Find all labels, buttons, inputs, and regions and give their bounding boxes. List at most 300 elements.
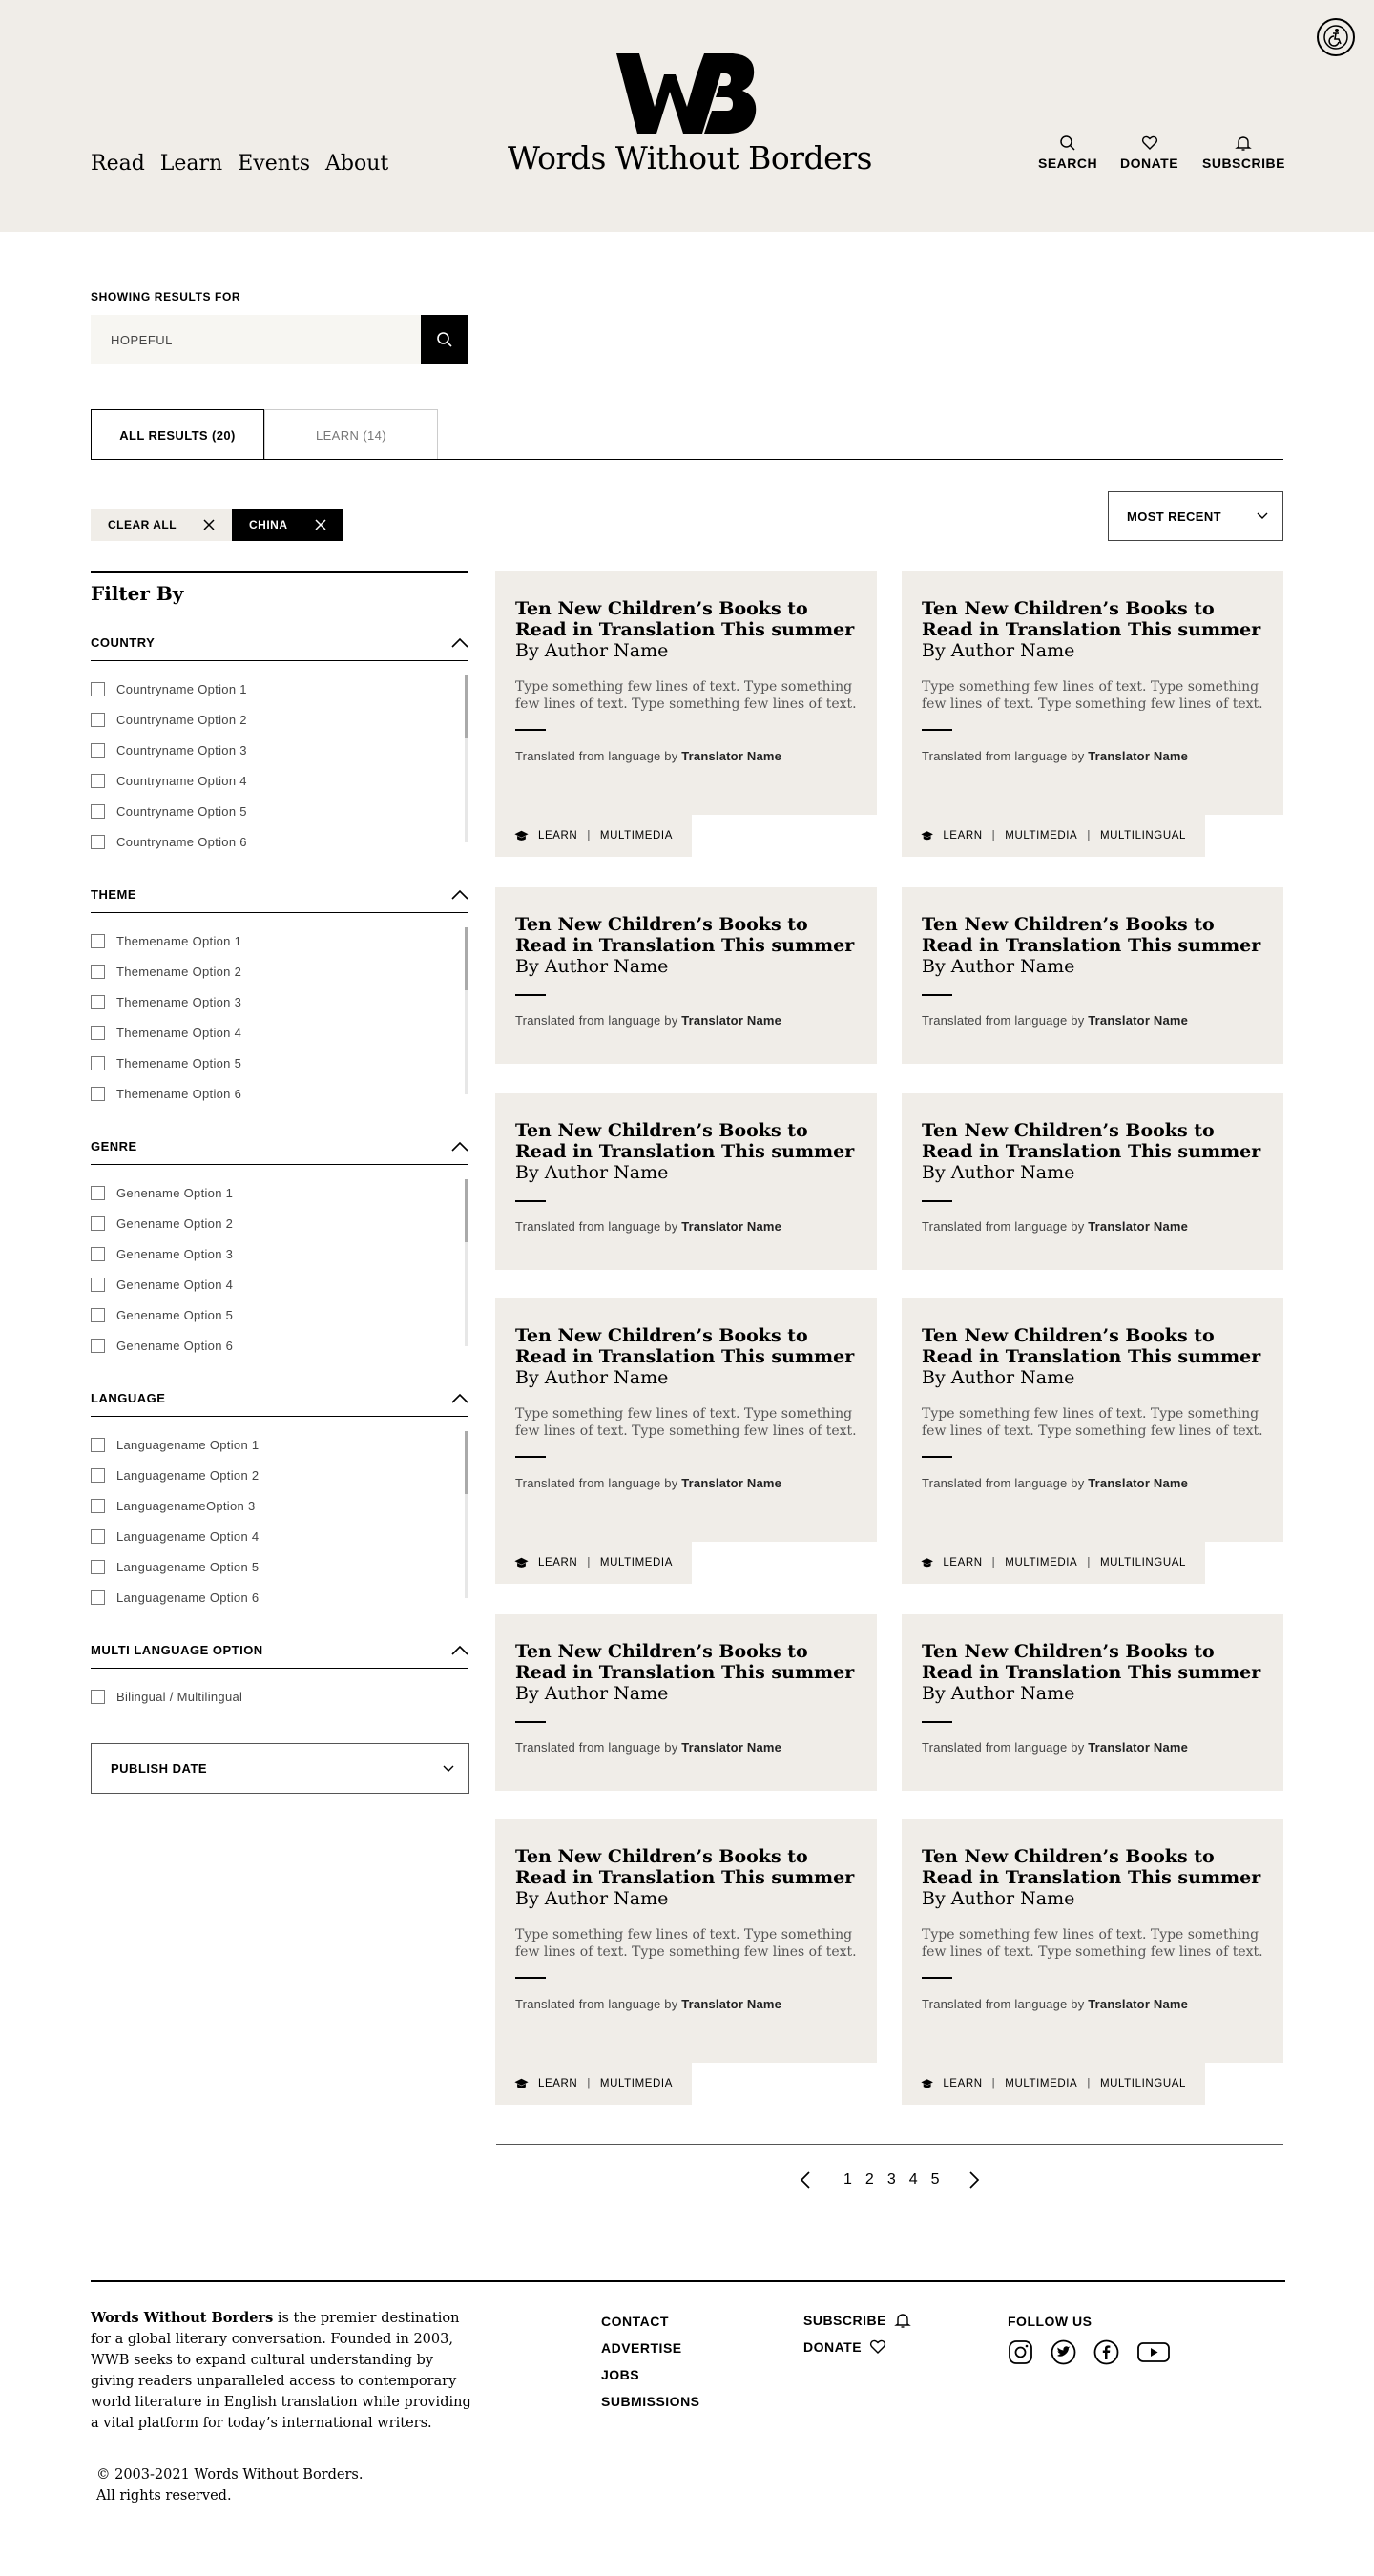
- filter-option[interactable]: [91, 1078, 468, 1109]
- filter-group-header[interactable]: [91, 1637, 468, 1662]
- card-description: Type something few lines of text. Type something few lines of text. Type something few lines of text.: [922, 679, 1263, 712]
- card-translation: [515, 1740, 857, 1755]
- instagram-icon[interactable]: [1008, 2339, 1033, 2365]
- card-translation: [922, 1997, 1263, 2011]
- tabs-divider: [91, 459, 1283, 460]
- filter-option[interactable]: [91, 704, 468, 735]
- tag-separator: |: [587, 2078, 591, 2089]
- card-author: By Author Name: [922, 956, 1075, 977]
- search-results-label: SHOWING RESULTS FOR: [91, 290, 241, 303]
- card-translation: [922, 1219, 1263, 1234]
- card-translation: [922, 749, 1263, 763]
- page-3[interactable]: 3: [886, 2171, 896, 2188]
- tag-multimedia[interactable]: MULTIMEDIA: [599, 1557, 673, 1568]
- tag-separator: |: [1087, 1557, 1091, 1568]
- card-title[interactable]: Ten New Children’s Books to Read in Translation This summer: [922, 1641, 1261, 1683]
- checkbox[interactable]: [91, 1026, 105, 1040]
- bell-icon: [894, 2312, 911, 2329]
- card-description: Type something few lines of text. Type something few lines of text. Type something few lines of text.: [515, 679, 857, 712]
- filter-options-list: [91, 925, 468, 1109]
- card-author: By Author Name: [922, 640, 1075, 661]
- filter-option-label: Countryname Option 4: [116, 773, 247, 788]
- filter-option[interactable]: [91, 765, 468, 796]
- filter-options-list: [91, 1177, 468, 1361]
- checkbox[interactable]: [91, 774, 105, 788]
- pagination-divider: [496, 2144, 1283, 2145]
- brand-name[interactable]: Words Without Borders: [508, 139, 872, 177]
- graduation-cap-icon: [921, 1556, 933, 1569]
- tag-learn[interactable]: LEARN: [943, 2078, 983, 2089]
- card-title[interactable]: Ten New Children’s Books to Read in Translation This summer: [922, 598, 1261, 640]
- results-tabs: [91, 409, 438, 460]
- checkbox[interactable]: [91, 1216, 105, 1231]
- filter-option-label: Countryname Option 1: [116, 681, 247, 696]
- translator-name[interactable]: Translator Name: [681, 1476, 782, 1490]
- tag-separator: |: [991, 2078, 996, 2089]
- filter-option[interactable]: [91, 796, 468, 826]
- translated-prefix: Translated from language by: [922, 1997, 1085, 2011]
- filter-option[interactable]: [91, 826, 468, 857]
- filter-option-label: Languagename Option 5: [116, 1559, 260, 1574]
- card-divider: [922, 994, 952, 996]
- card-tags: [495, 2063, 692, 2105]
- nav-events[interactable]: Events: [238, 152, 311, 176]
- result-card[interactable]: [495, 1298, 877, 1542]
- card-translation: [922, 1476, 1263, 1490]
- filter-option-label: Themename Option 2: [116, 964, 242, 979]
- footer-link-submissions[interactable]: SUBMISSIONS: [601, 2394, 700, 2409]
- card-title[interactable]: Ten New Children’s Books to Read in Translation This summer: [922, 1846, 1261, 1888]
- card-translation: [922, 1740, 1263, 1755]
- graduation-cap-icon: [921, 2077, 933, 2090]
- checkbox[interactable]: [91, 1529, 105, 1544]
- nav-about[interactable]: About: [325, 152, 389, 176]
- card-author: By Author Name: [922, 1367, 1075, 1388]
- filter-group-header[interactable]: [91, 882, 468, 906]
- checkbox[interactable]: [91, 1186, 105, 1200]
- card-title[interactable]: Ten New Children’s Books to Read in Translation This summer: [515, 1120, 855, 1162]
- twitter-icon[interactable]: [1051, 2339, 1076, 2365]
- filter-group-label: MULTI LANGUAGE OPTION: [91, 1642, 263, 1657]
- filter-option-label: Bilingual / Multilingual: [116, 1689, 243, 1704]
- translated-prefix: Translated from language by: [922, 1219, 1085, 1234]
- tag-learn[interactable]: LEARN: [943, 830, 983, 841]
- copyright-line-2: All rights reserved.: [96, 2488, 232, 2503]
- checkbox[interactable]: [91, 1690, 105, 1704]
- translated-prefix: Translated from language by: [515, 749, 678, 763]
- tag-multilingual[interactable]: MULTILINGUAL: [1099, 1557, 1186, 1568]
- checkbox[interactable]: [91, 1590, 105, 1605]
- card-divider: [515, 1721, 546, 1723]
- footer-actions: [803, 2312, 911, 2356]
- card-divider: [515, 729, 546, 731]
- result-card[interactable]: [495, 887, 877, 1064]
- filter-group-label: THEME: [91, 886, 136, 902]
- card-translation: [922, 1013, 1263, 1028]
- search-submit-button[interactable]: [421, 315, 468, 364]
- filter-option[interactable]: [91, 1582, 468, 1612]
- filter-option-label: Countryname Option 2: [116, 712, 247, 727]
- page-4[interactable]: 4: [908, 2171, 918, 2188]
- search-input[interactable]: [91, 315, 421, 364]
- filter-group-label: GENRE: [91, 1138, 137, 1153]
- tag-learn[interactable]: LEARN: [537, 830, 578, 841]
- footer-brand: Words Without Borders: [91, 2310, 274, 2326]
- facebook-icon[interactable]: [1093, 2339, 1119, 2365]
- copyright-line-1: © 2003-2021 Words Without Borders.: [96, 2467, 364, 2483]
- footer-links: [601, 2314, 700, 2409]
- filter-group-divider: [91, 1416, 468, 1417]
- card-title[interactable]: Ten New Children’s Books to Read in Translation This summer: [515, 598, 855, 640]
- filter-group-multi-language: [91, 1637, 468, 1712]
- translated-prefix: Translated from language by: [515, 1013, 678, 1028]
- filter-option-label: Themename Option 4: [116, 1025, 242, 1040]
- checkbox[interactable]: [91, 1560, 105, 1574]
- checkbox[interactable]: [91, 1056, 105, 1070]
- tag-multilingual[interactable]: MULTILINGUAL: [1099, 2078, 1186, 2089]
- checkbox[interactable]: [91, 965, 105, 979]
- footer-donate-label: DONATE: [803, 2339, 863, 2355]
- translator-name[interactable]: Translator Name: [681, 1219, 782, 1234]
- card-translation: [515, 1997, 857, 2011]
- tag-multilingual[interactable]: MULTILINGUAL: [1099, 830, 1186, 841]
- checkbox[interactable]: [91, 1499, 105, 1513]
- card-author: By Author Name: [515, 640, 669, 661]
- card-author: By Author Name: [922, 1888, 1075, 1909]
- checkbox[interactable]: [91, 713, 105, 727]
- heart-icon: [1141, 135, 1158, 152]
- tag-separator: |: [991, 830, 996, 841]
- filter-option[interactable]: [91, 956, 468, 987]
- clear-all-chip[interactable]: [91, 509, 232, 541]
- filter-divider: [91, 571, 468, 573]
- filter-group-header[interactable]: [91, 1385, 468, 1410]
- search-link[interactable]: [1038, 135, 1097, 171]
- checkbox[interactable]: [91, 1438, 105, 1452]
- result-card[interactable]: [495, 1614, 877, 1791]
- result-card[interactable]: [902, 1093, 1283, 1270]
- copyright: [96, 2464, 363, 2506]
- page-5[interactable]: 5: [930, 2171, 940, 2188]
- translated-prefix: Translated from language by: [515, 1740, 678, 1755]
- main-nav: [91, 152, 388, 176]
- filter-option[interactable]: [91, 1330, 468, 1361]
- checkbox[interactable]: [91, 743, 105, 758]
- scrollbar-thumb[interactable]: [465, 1431, 468, 1494]
- card-author: By Author Name: [922, 1162, 1075, 1183]
- checkbox[interactable]: [91, 1308, 105, 1322]
- checkbox[interactable]: [91, 682, 105, 696]
- graduation-cap-icon: [514, 829, 529, 842]
- card-divider: [922, 729, 952, 731]
- filter-group-header[interactable]: [91, 1133, 468, 1158]
- card-title[interactable]: Ten New Children’s Books to Read in Translation This summer: [922, 1325, 1261, 1367]
- filter-options-list: [91, 1429, 468, 1612]
- tag-multimedia[interactable]: MULTIMEDIA: [599, 830, 673, 841]
- translator-name[interactable]: Translator Name: [1088, 1476, 1189, 1490]
- filter-option[interactable]: [91, 1551, 468, 1582]
- checkbox[interactable]: [91, 835, 105, 849]
- wwb-logo-icon[interactable]: [616, 53, 758, 134]
- sort-selected: MOST RECENT: [1127, 509, 1222, 524]
- footer-link-jobs[interactable]: JOBS: [601, 2367, 640, 2382]
- translated-prefix: Translated from language by: [922, 1740, 1085, 1755]
- card-tags: [902, 815, 1205, 857]
- filter-option-label: Countryname Option 3: [116, 742, 247, 758]
- result-card[interactable]: [495, 571, 877, 815]
- result-card[interactable]: [495, 1093, 877, 1270]
- nav-read[interactable]: Read: [91, 152, 145, 176]
- card-divider: [515, 1456, 546, 1458]
- translator-name[interactable]: Translator Name: [1088, 1013, 1189, 1028]
- chevron-up-icon: [451, 1141, 468, 1152]
- filter-option[interactable]: [91, 1521, 468, 1551]
- card-translation: [515, 1476, 857, 1490]
- tag-multimedia[interactable]: MULTIMEDIA: [1005, 830, 1078, 841]
- footer-subscribe[interactable]: [803, 2312, 911, 2329]
- scrollbar-thumb[interactable]: [465, 675, 468, 738]
- filter-option[interactable]: [91, 1490, 468, 1521]
- site-header: [0, 0, 1374, 232]
- filter-option[interactable]: [91, 1048, 468, 1078]
- filter-option[interactable]: [91, 1429, 468, 1460]
- result-card[interactable]: [902, 1614, 1283, 1791]
- search-label: SEARCH: [1038, 156, 1098, 171]
- result-card[interactable]: [902, 1298, 1283, 1542]
- card-title[interactable]: Ten New Children’s Books to Read in Translation This summer: [515, 1641, 855, 1683]
- card-description: Type something few lines of text. Type something few lines of text. Type something few lines of text.: [922, 1927, 1263, 1960]
- subscribe-label: SUBSCRIBE: [1202, 156, 1285, 171]
- card-divider: [922, 1721, 952, 1723]
- accessibility-icon[interactable]: [1317, 18, 1355, 56]
- filter-option-label: Languagename Option 4: [116, 1528, 260, 1544]
- social-links: [1008, 2339, 1171, 2365]
- footer-donate[interactable]: [803, 2338, 911, 2356]
- close-icon: [315, 519, 326, 530]
- translator-name[interactable]: Translator Name: [1088, 1740, 1189, 1755]
- checkbox[interactable]: [91, 1339, 105, 1353]
- filter-option[interactable]: [91, 1460, 468, 1490]
- result-card[interactable]: [902, 571, 1283, 815]
- translator-name[interactable]: Translator Name: [1088, 1219, 1189, 1234]
- tag-separator: |: [991, 1557, 996, 1568]
- filter-group-label: LANGUAGE: [91, 1390, 166, 1405]
- chevron-up-icon: [451, 1645, 468, 1655]
- card-tags: [902, 2063, 1205, 2105]
- card-tags: [902, 1542, 1205, 1584]
- card-author: By Author Name: [515, 1162, 669, 1183]
- checkbox[interactable]: [91, 804, 105, 819]
- translated-prefix: Translated from language by: [515, 1476, 678, 1490]
- filter-option[interactable]: [91, 1681, 468, 1712]
- sort-dropdown[interactable]: [1108, 491, 1283, 541]
- donate-link[interactable]: [1120, 135, 1178, 171]
- tag-multimedia[interactable]: MULTIMEDIA: [1005, 2078, 1078, 2089]
- card-divider: [515, 994, 546, 996]
- footer-divider: [91, 2280, 1285, 2282]
- filter-title: Filter By: [91, 582, 184, 605]
- page-2[interactable]: 2: [864, 2171, 874, 2188]
- filter-option[interactable]: [91, 1017, 468, 1048]
- card-translation: [515, 1013, 857, 1028]
- graduation-cap-icon: [921, 829, 933, 842]
- scrollbar-thumb[interactable]: [465, 927, 468, 990]
- card-description: Type something few lines of text. Type something few lines of text. Type something few lines of text.: [515, 1406, 857, 1439]
- tag-separator: |: [1087, 2078, 1091, 2089]
- filter-option-label: Genename Option 3: [116, 1246, 234, 1261]
- card-translation: [515, 749, 857, 763]
- card-tags: [495, 1542, 692, 1584]
- filter-option-label: Countryname Option 5: [116, 803, 247, 819]
- filter-option[interactable]: [91, 735, 468, 765]
- filter-option-label: Genename Option 5: [116, 1307, 234, 1322]
- filter-option[interactable]: [91, 674, 468, 704]
- tab-all-results[interactable]: ALL RESULTS (20): [91, 409, 264, 460]
- graduation-cap-icon: [514, 2077, 529, 2090]
- footer-link-advertise[interactable]: ADVERTISE: [601, 2340, 682, 2356]
- card-title[interactable]: Ten New Children’s Books to Read in Translation This summer: [922, 1120, 1261, 1162]
- tag-learn[interactable]: LEARN: [537, 1557, 578, 1568]
- filter-group-header[interactable]: [91, 630, 468, 654]
- translator-name[interactable]: Translator Name: [681, 1013, 782, 1028]
- scrollbar-thumb[interactable]: [465, 1179, 468, 1242]
- filter-option-label: Countryname Option 6: [116, 834, 247, 849]
- filter-option-label: Themename Option 1: [116, 933, 242, 948]
- tag-learn[interactable]: LEARN: [943, 1557, 983, 1568]
- heart-icon: [869, 2338, 886, 2356]
- footer-about: [91, 2308, 474, 2434]
- youtube-icon[interactable]: [1136, 2339, 1171, 2365]
- checkbox[interactable]: [91, 934, 105, 948]
- chevron-down-icon: [443, 1765, 454, 1773]
- filter-chip-label: CHINA: [249, 518, 288, 531]
- card-author: By Author Name: [515, 956, 669, 977]
- card-divider: [515, 1977, 546, 1979]
- filter-group-language: [91, 1385, 468, 1612]
- translated-prefix: Translated from language by: [515, 1219, 678, 1234]
- filter-option[interactable]: [91, 987, 468, 1017]
- card-author: By Author Name: [515, 1888, 669, 1909]
- search-icon: [436, 331, 453, 348]
- checkbox[interactable]: [91, 1247, 105, 1261]
- translator-name[interactable]: Translator Name: [1088, 749, 1189, 763]
- filter-chip-china[interactable]: [232, 509, 344, 541]
- filter-options-list: [91, 674, 468, 857]
- checkbox[interactable]: [91, 995, 105, 1009]
- translator-name[interactable]: Translator Name: [1088, 1997, 1189, 2011]
- tag-multimedia[interactable]: MULTIMEDIA: [1005, 1557, 1078, 1568]
- subscribe-link[interactable]: [1202, 135, 1285, 171]
- filter-option[interactable]: [91, 1299, 468, 1330]
- chevron-right-icon[interactable]: [968, 2171, 980, 2189]
- result-card[interactable]: [902, 1819, 1283, 2063]
- filter-option[interactable]: [91, 1208, 468, 1238]
- filter-option-label: Genename Option 6: [116, 1338, 234, 1353]
- bell-icon: [1235, 135, 1252, 152]
- footer-link-contact[interactable]: CONTACT: [601, 2314, 669, 2329]
- card-divider: [922, 1456, 952, 1458]
- translator-name[interactable]: Translator Name: [681, 1740, 782, 1755]
- result-card[interactable]: [495, 1819, 877, 2063]
- tag-multimedia[interactable]: MULTIMEDIA: [599, 2078, 673, 2089]
- filter-group-genre: [91, 1133, 468, 1361]
- translator-name[interactable]: Translator Name: [681, 1997, 782, 2011]
- translated-prefix: Translated from language by: [922, 1476, 1085, 1490]
- filter-option[interactable]: [91, 1238, 468, 1269]
- chevron-down-icon: [1257, 512, 1268, 520]
- filter-option-label: Genename Option 1: [116, 1185, 234, 1200]
- donate-label: DONATE: [1120, 156, 1179, 171]
- chevron-left-icon[interactable]: [800, 2171, 811, 2189]
- chevron-up-icon: [451, 889, 468, 900]
- filter-options-list: [91, 1681, 468, 1712]
- chevron-up-icon: [451, 637, 468, 648]
- filter-option-label: Languagename Option 2: [116, 1467, 260, 1483]
- tab-learn[interactable]: LEARN (14): [264, 409, 438, 460]
- checkbox[interactable]: [91, 1087, 105, 1101]
- filter-option-label: Themename Option 3: [116, 994, 242, 1009]
- follow-us-label: FOLLOW US: [1008, 2314, 1093, 2329]
- tag-separator: |: [587, 830, 591, 841]
- filter-option[interactable]: [91, 1177, 468, 1208]
- translated-prefix: Translated from language by: [922, 1013, 1085, 1028]
- page-1[interactable]: 1: [843, 2171, 852, 2188]
- publish-date-dropdown[interactable]: [91, 1743, 469, 1794]
- filter-group-divider: [91, 1668, 468, 1669]
- card-divider: [515, 1200, 546, 1202]
- filter-option-label: Genename Option 2: [116, 1215, 234, 1231]
- card-description: Type something few lines of text. Type something few lines of text. Type something few lines of text.: [922, 1406, 1263, 1439]
- filter-group-theme: [91, 882, 468, 1109]
- tag-learn[interactable]: LEARN: [537, 2078, 578, 2089]
- clear-all-label: CLEAR ALL: [108, 518, 177, 531]
- card-author: By Author Name: [922, 1683, 1075, 1704]
- card-title[interactable]: Ten New Children’s Books to Read in Translation This summer: [515, 1325, 855, 1367]
- filter-group-divider: [91, 1164, 468, 1165]
- pagination: [800, 2171, 980, 2189]
- card-divider: [922, 1977, 952, 1979]
- publish-date-label: PUBLISH DATE: [111, 1761, 208, 1776]
- translator-name[interactable]: Translator Name: [681, 749, 782, 763]
- translated-prefix: Translated from language by: [922, 749, 1085, 763]
- card-title[interactable]: Ten New Children’s Books to Read in Translation This summer: [515, 1846, 855, 1888]
- checkbox[interactable]: [91, 1468, 105, 1483]
- filter-option-label: LanguagenameOption 3: [116, 1498, 256, 1513]
- filter-option-label: Languagename Option 6: [116, 1589, 260, 1605]
- checkbox[interactable]: [91, 1278, 105, 1292]
- result-card[interactable]: [902, 887, 1283, 1064]
- filter-option-label: Languagename Option 1: [116, 1437, 260, 1452]
- filter-option-label: Genename Option 4: [116, 1277, 234, 1292]
- filter-option[interactable]: [91, 1269, 468, 1299]
- footer-about-text: is the premier destination for a global literary conversation. Founded in 2003, WWB seeks to expand cultural understanding by giving readers unparalleled access to contemporary world literature in English translation while providing a vital platform for today’s international writers.: [91, 2311, 471, 2431]
- card-title[interactable]: Ten New Children’s Books to Read in Translation This summer: [922, 914, 1261, 956]
- nav-learn[interactable]: Learn: [159, 152, 223, 176]
- translated-prefix: Translated from language by: [515, 1997, 678, 2011]
- filter-group-divider: [91, 660, 468, 661]
- filter-group-label: COUNTRY: [91, 634, 156, 650]
- card-title[interactable]: Ten New Children’s Books to Read in Translation This summer: [515, 914, 855, 956]
- card-description: Type something few lines of text. Type something few lines of text. Type something few lines of text.: [515, 1927, 857, 1960]
- graduation-cap-icon: [514, 1556, 529, 1569]
- tag-separator: |: [1087, 830, 1091, 841]
- card-divider: [922, 1200, 952, 1202]
- filter-option[interactable]: [91, 925, 468, 956]
- card-translation: [515, 1219, 857, 1234]
- card-author: By Author Name: [515, 1683, 669, 1704]
- chevron-up-icon: [451, 1393, 468, 1403]
- footer-subscribe-label: SUBSCRIBE: [803, 2313, 886, 2328]
